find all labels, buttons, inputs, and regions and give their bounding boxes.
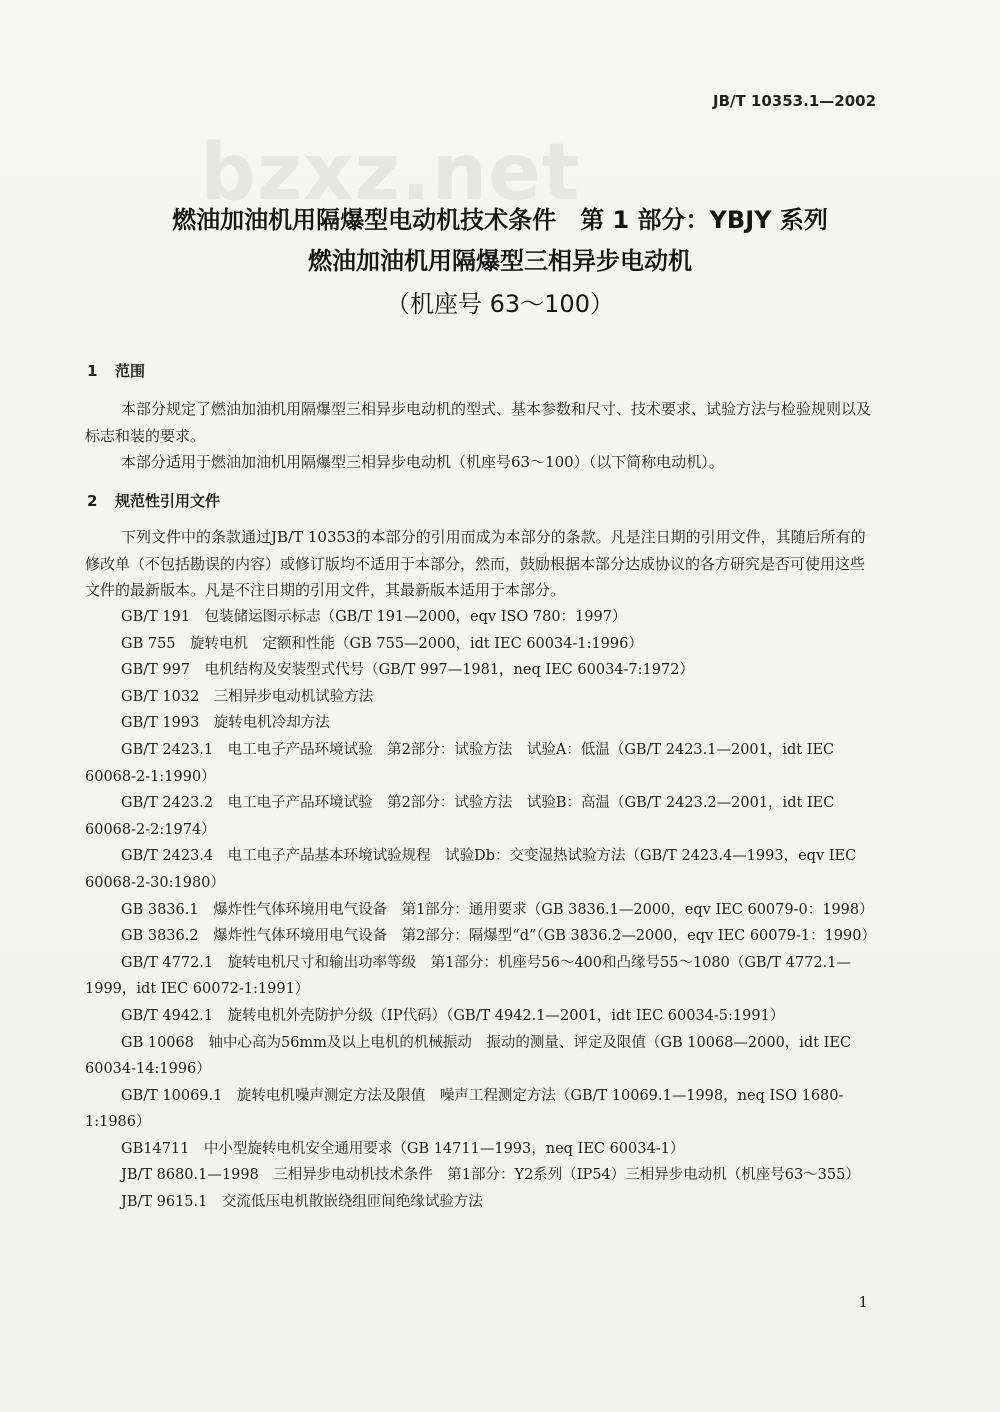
reference-item: GB 3836.2 爆炸性气体环境用电气设备 第2部分：隔爆型“d”（GB 3836.2—2000，eqv IEC 60079-1：1990） (121, 928, 876, 945)
reference-list (85, 604, 875, 1216)
reference-item: GB/T 4772.1 旋转电机尺寸和输出功率等级 第1部分：机座号56～400和凸缘号55～1080（GB/T 4772.1—1999，idt IEC 60072-1:1991） (85, 954, 851, 998)
section-title: 范围 (115, 362, 146, 380)
watermark: bzxz.net (200, 128, 581, 218)
document-title-line-2: 燃油加油机用隔爆型三相异步电动机 (308, 247, 692, 275)
paragraph: 本部分适用于燃油加油机用隔爆型三相异步电动机（机座号63～100）（以下简称电动机）。 (121, 453, 724, 472)
paragraph: 下列文件中的条款通过JB/T 10353的本部分的引用而成为本部分的条款。凡是注日期的引用文件，其随后所有的修改单（不包括勘误的内容）或修订版均不适用于本部分，然而，鼓励根据本部分达成协议的各方研究是否可使用这些文件的最新版本。凡是不注日期的引用文件，其最新版本适用于本部分。 (85, 528, 866, 600)
reference-item: GB/T 2423.2 电工电子产品环境试验 第2部分：试验方法 试验B：高温（GB/T 2423.2—2001，idt IEC 60068-2-2:1974） (85, 795, 835, 838)
reference-item: GB/T 10069.1 旋转电机噪声测定方法及限值 噪声工程测定方法（GB/T 10069.1—1998，neq ISO 1680-1:1986） (85, 1087, 844, 1131)
standard-code: JB/T 10353.1—2002 (712, 92, 876, 110)
reference-item: GB14711 中小型旋转电机安全通用要求（GB 14711—1993，neq IEC 60034-1） (121, 1140, 685, 1157)
reference-item: GB/T 1032 三相异步电动机试验方法 (121, 688, 374, 705)
document-title-line-3: （机座号 63～100） (386, 290, 614, 318)
reference-item: JB/T 9615.1 交流低压电机散嵌绕组匝间绝缘试验方法 (121, 1194, 483, 1211)
reference-item: GB/T 2423.4 电工电子产品基本环境试验规程 试验Db：交变湿热试验方法（GB/T 2423.4—1993，eqv IEC 60068-2-30:1980） (85, 848, 857, 891)
section-body-scope (85, 396, 875, 476)
section-title: 规范性引用文件 (115, 492, 221, 510)
reference-item: JB/T 8680.1—1998 三相异步电动机技术条件 第1部分：Y2系列（IP54）三相异步电动机（机座号63～355） (121, 1167, 860, 1184)
document-title-line-1: 燃油加油机用隔爆型电动机技术条件 第 1 部分：YBJY 系列 (172, 206, 828, 234)
section-body-normative-references (85, 524, 875, 604)
reference-item: GB/T 997 电机结构及安装型式代号（GB/T 997—1981，neq IEC 60034-7:1972） (121, 662, 694, 679)
reference-item: GB 755 旋转电机 定额和性能（GB 755—2000，idt IEC 60034-1:1996） (121, 635, 643, 652)
page-number: 1 (858, 1293, 868, 1311)
reference-item: GB 10068 轴中心高为56mm及以上电机的机械振动 振动的测量、评定及限值（GB 10068—2000，idt IEC 60034-14:1996） (85, 1034, 852, 1078)
reference-item: GB 3836.1 爆炸性气体环境用电气设备 第1部分：通用要求（GB 3836.1—2000，eqv IEC 60079-0：1998） (121, 901, 874, 918)
reference-item: GB/T 2423.1 电工电子产品环境试验 第2部分：试验方法 试验A：低温（GB/T 2423.1—2001，idt IEC 60068-2-1:1990） (85, 741, 835, 785)
section-number: 1 (87, 362, 98, 380)
reference-item: GB/T 1993 旋转电机冷却方法 (121, 715, 330, 732)
paragraph: 本部分规定了燃油加油机用隔爆型三相异步电动机的型式、基本参数和尺寸、技术要求、试验方法与检验规则以及标志和装的要求。 (85, 400, 872, 445)
reference-item: GB/T 4942.1 旋转电机外壳防护分级（IP代码）（GB/T 4942.1—2001，idt IEC 60034-5:1991） (121, 1007, 785, 1024)
reference-item: GB/T 191 包装储运图示标志（GB/T 191—2000，eqv ISO 780：1997） (121, 609, 627, 625)
section-heading-normative-references (87, 490, 220, 511)
section-heading-scope (87, 360, 145, 381)
section-number: 2 (87, 492, 98, 510)
